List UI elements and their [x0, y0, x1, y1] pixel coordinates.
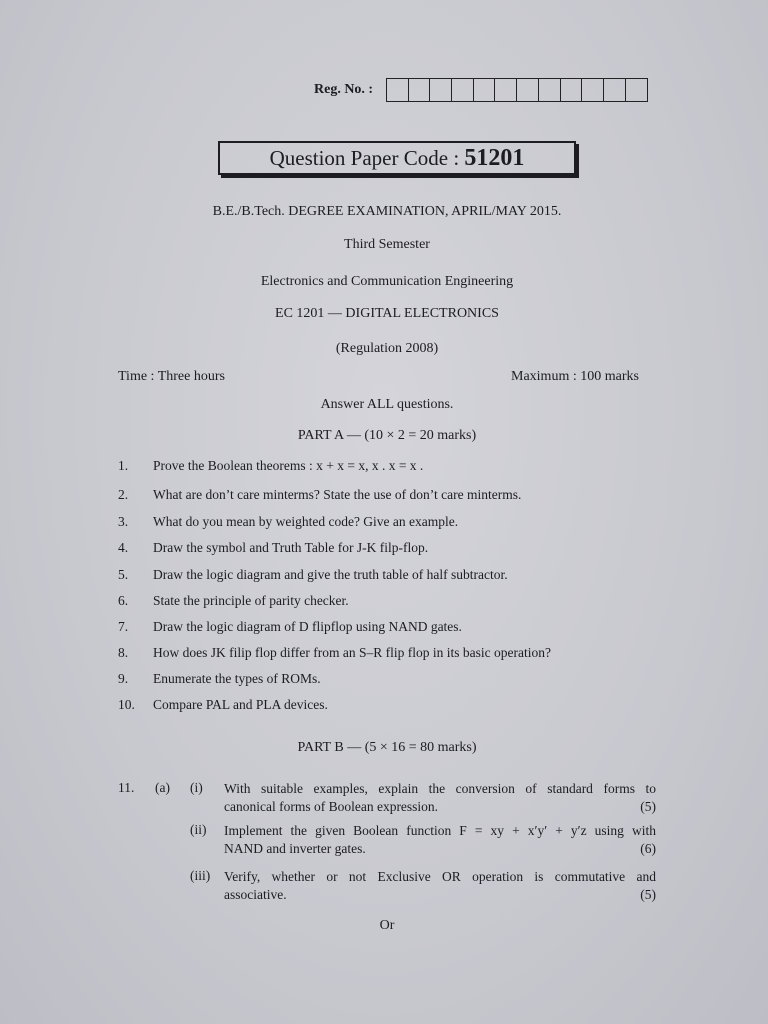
reg-no-box [539, 79, 561, 101]
time-allowed: Time : Three hours [118, 369, 225, 384]
subquestion-line: Verify, whether or not Exclusive OR operation is commutative and [224, 869, 656, 884]
question-number: 4. [118, 540, 129, 555]
subquestion-text [224, 822, 656, 858]
reg-no-box [604, 79, 626, 101]
code-number: 51201 [464, 145, 525, 171]
question-number: 1. [118, 458, 129, 473]
reg-no-boxes [386, 78, 648, 102]
code-label: Question Paper Code : [269, 146, 465, 170]
question-text: What do you mean by weighted code? Give an example. [153, 514, 459, 529]
question-number: 2. [118, 487, 129, 502]
question-number: 8. [118, 645, 129, 660]
reg-no-label: Reg. No. : [314, 82, 374, 97]
question-text: Enumerate the types of ROMs. [153, 671, 321, 686]
department: Electronics and Communication Engineering [260, 274, 514, 289]
part-a-title: PART A — (10 × 2 = 20 marks) [297, 428, 477, 443]
instruction: Answer ALL questions. [320, 397, 454, 412]
subquestion-line: canonical forms of Boolean expression. [224, 799, 439, 814]
q11-part-a: (a) [155, 780, 170, 795]
reg-no-box [495, 79, 517, 101]
subquestion-line: Implement the given Boolean function F = xy + x′y′ + y′z using with [224, 823, 656, 838]
reg-no-box [474, 79, 496, 101]
question-text: Prove the Boolean theorems : x + x = x, x . x = x . [153, 458, 424, 473]
subquestion-marks: (5) [640, 887, 656, 902]
question-text: Draw the symbol and Truth Table for J-K filp-flop. [153, 540, 429, 555]
subquestion-line: NAND and inverter gates. [224, 841, 366, 856]
question-number: 9. [118, 671, 129, 686]
reg-no-box [561, 79, 583, 101]
question-number: 7. [118, 619, 129, 634]
question-text: Compare PAL and PLA devices. [153, 697, 328, 712]
question-paper-code-box [218, 141, 576, 175]
subquestion-roman: (iii) [190, 868, 211, 883]
question-text: Draw the logic diagram of D flipflop using NAND gates. [153, 619, 462, 634]
subquestion-roman: (i) [190, 780, 203, 795]
subquestion-line: With suitable examples, explain the conversion of standard forms to [224, 781, 656, 796]
maximum-marks: Maximum : 100 marks [511, 369, 639, 384]
reg-no-box [452, 79, 474, 101]
subquestion-text [224, 868, 656, 904]
question-number: 3. [118, 514, 129, 529]
reg-no-box [409, 79, 431, 101]
reg-no-box [517, 79, 539, 101]
reg-no-box [626, 79, 648, 101]
regulation: (Regulation 2008) [335, 341, 439, 356]
reg-no-box [387, 79, 409, 101]
reg-no-box [430, 79, 452, 101]
question-text: State the principle of parity checker. [153, 593, 349, 608]
question-number: 6. [118, 593, 129, 608]
subquestion-marks: (5) [640, 799, 656, 814]
degree-title: B.E./B.Tech. DEGREE EXAMINATION, APRIL/MAY 2015. [212, 204, 562, 219]
subquestion-marks: (6) [640, 841, 656, 856]
subquestion-text [224, 780, 656, 816]
semester: Third Semester [344, 237, 430, 252]
subquestion-line: associative. [224, 887, 287, 902]
course-title: EC 1201 — DIGITAL ELECTRONICS [275, 306, 499, 321]
question-text: Draw the logic diagram and give the truth table of half subtractor. [153, 567, 508, 582]
or-label: Or [379, 918, 395, 933]
question-text: How does JK filip flop differ from an S–R flip flop in its basic operation? [153, 645, 551, 660]
subquestion-roman: (ii) [190, 822, 207, 837]
reg-no-box [582, 79, 604, 101]
part-b-title: PART B — (5 × 16 = 80 marks) [297, 740, 477, 755]
question-number: 10. [118, 697, 135, 712]
question-number: 5. [118, 567, 129, 582]
q11-number: 11. [118, 780, 135, 795]
question-text: What are don’t care minterms? State the use of don’t care minterms. [153, 487, 522, 502]
